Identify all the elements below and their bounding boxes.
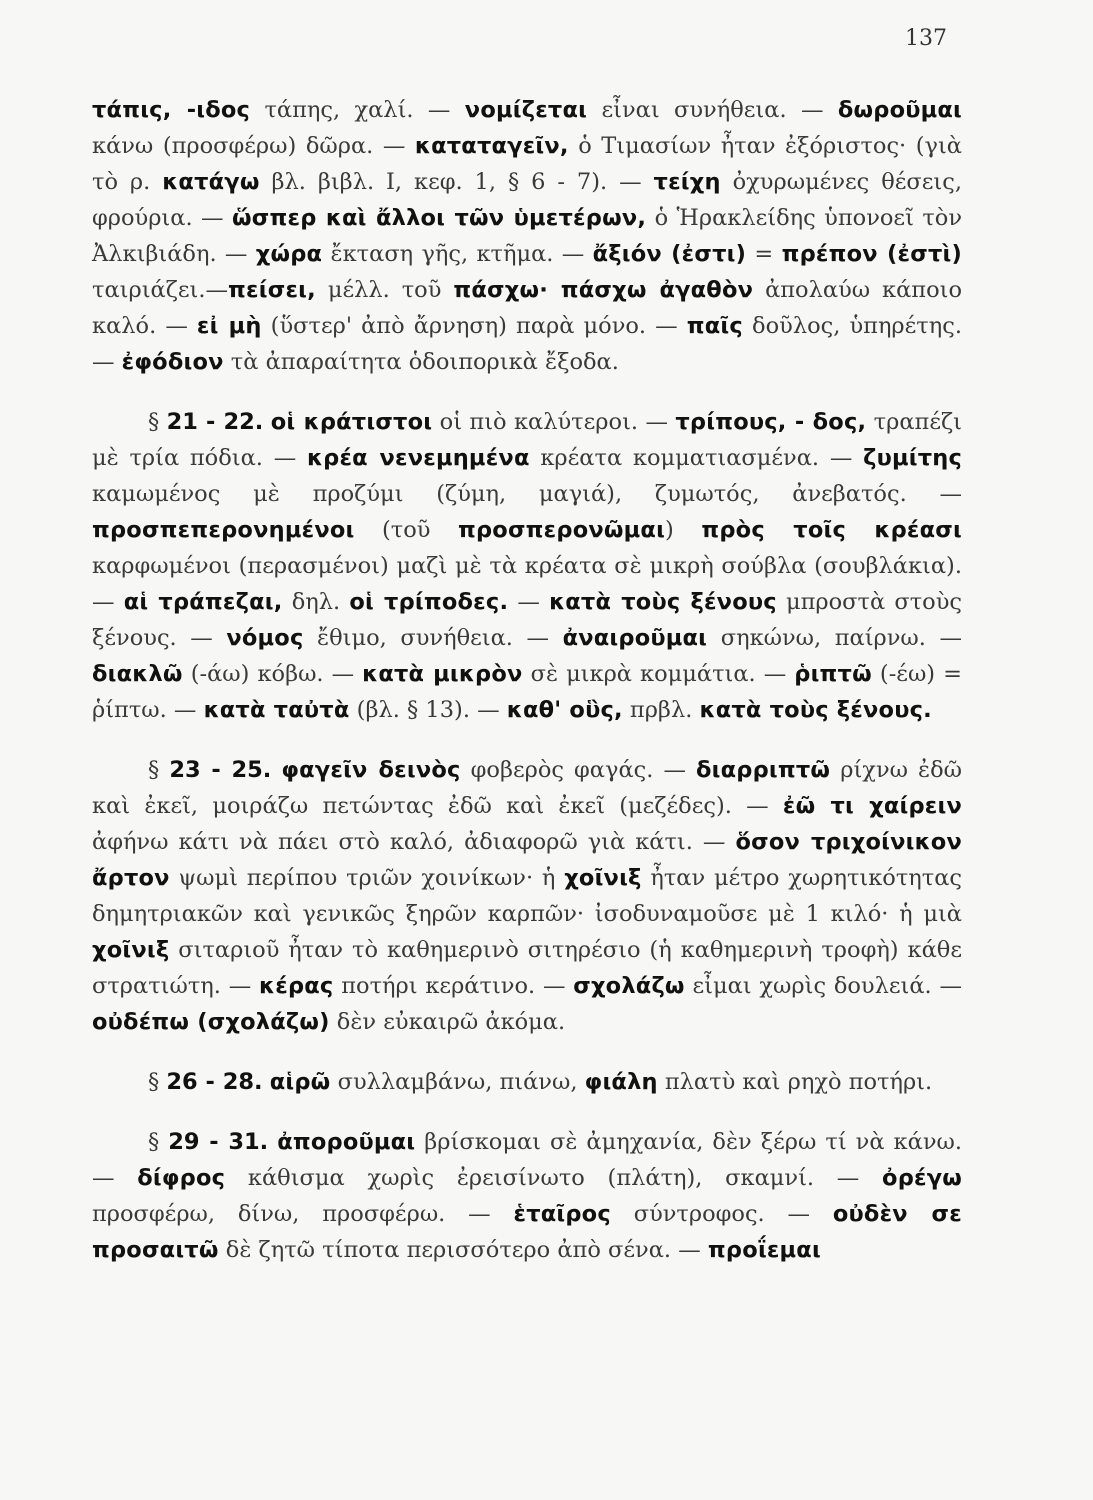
gloss-text: πρβλ.: [622, 697, 700, 723]
headword: πείσει,: [228, 277, 316, 303]
gloss-text: δὲ ζητῶ τίποτα περισσότερο ἀπὸ σένα. —: [218, 1237, 708, 1263]
glossary-paragraph: [92, 92, 962, 380]
gloss-text: ἀφήνω κάτι νὰ πάει στὸ καλό, ἀδιαφορῶ γιὰ κάτι. —: [92, 829, 736, 855]
headword: νομίζεται: [464, 97, 588, 123]
gloss-text: ἀπολαύω κάποιο καλό. —: [92, 277, 962, 339]
section-number: 26 - 28.: [166, 1069, 263, 1095]
gloss-text: πλατὺ καὶ ρηχὸ ποτήρι.: [657, 1069, 933, 1095]
gloss-text: τραπέζι μὲ τρία πόδια. —: [92, 409, 962, 471]
headword: κατάγω: [162, 169, 260, 195]
headword: ῥιπτῶ: [794, 661, 872, 687]
headword: οὐδὲν σε προσαιτῶ: [92, 1201, 962, 1263]
gloss-text: μπροστὰ στοὺς ξένους. —: [92, 589, 962, 651]
headword: ἀναιροῦμαι: [562, 625, 708, 651]
headword: ἐῶ τι χαίρειν: [782, 793, 962, 819]
gloss-text: (τοῦ: [354, 517, 458, 543]
gloss-text: μέλλ. τοῦ: [315, 277, 454, 303]
section-number: 23 - 25.: [169, 757, 272, 783]
section-number: 29 - 31.: [168, 1129, 269, 1155]
headword: οὐδέπω (σχολάζω): [92, 1009, 330, 1035]
headword: χοῖνιξ: [564, 865, 642, 891]
gloss-text: ταιριάζει.—: [92, 277, 229, 303]
page-number: 137: [905, 26, 947, 51]
gloss-text: ποτήρι κεράτινο. —: [333, 973, 574, 999]
gloss-text: §: [148, 757, 170, 783]
gloss-text: φοβερὸς φαγάς. —: [460, 757, 697, 783]
gloss-text: εἶναι συνήθεια. —: [587, 97, 838, 123]
gloss-text: [268, 1129, 277, 1155]
headword: κατὰ ταὐτὰ: [203, 697, 350, 723]
headword: προσπερονῶμαι: [458, 517, 666, 543]
gloss-text: (ὕστερ' ἀπὸ ἄρνηση) παρὰ μόνο. —: [261, 313, 687, 339]
headword: προΐεμαι: [707, 1237, 821, 1263]
gloss-text: βρίσκομαι σὲ ἀμηχανία, δὲν ξέρω τί νὰ κάνω. —: [92, 1129, 962, 1191]
gloss-text: καρφωμένοι (περασμένοι) μαζὶ μὲ τὰ κρέατα σὲ μικρὴ σούβλα (σουβλάκια). —: [92, 553, 962, 615]
headword: καθ' οὓς,: [506, 697, 623, 723]
gloss-text: τὰ ἀπαραίτητα ὁδοιπορικὰ ἔξοδα.: [223, 349, 619, 375]
gloss-text: —: [508, 589, 550, 615]
headword: φιάλη: [584, 1069, 658, 1095]
gloss-text: κρέατα κομματιασμένα. —: [529, 445, 864, 471]
section-number: 21 - 22.: [166, 409, 264, 435]
headword: κατὰ τοὺς ξένους.: [699, 697, 932, 723]
headword: τρίπους, - δος,: [675, 409, 867, 435]
headword: κατὰ τοὺς ξένους: [549, 589, 777, 615]
gloss-text: =: [746, 241, 782, 267]
headword: αἱ τράπεζαι,: [123, 589, 283, 615]
headword: τείχη: [653, 169, 721, 195]
headword: δίφρος: [137, 1165, 226, 1191]
gloss-text: (-έω) = ῥίπτω. —: [92, 661, 962, 723]
headword: πάσχω· πάσχω ἀγαθὸν: [453, 277, 754, 303]
headword: πρὸς τοῖς κρέασι: [701, 517, 962, 543]
headword: πρέπον (ἐστὶ): [781, 241, 962, 267]
gloss-text: κάνω (προσφέρω) δῶρα. —: [92, 133, 415, 159]
gloss-text: ): [665, 517, 702, 543]
headword: χώρα: [255, 241, 323, 267]
gloss-text: δὲν εὐκαιρῶ ἀκόμα.: [329, 1009, 566, 1035]
gloss-text: βλ. βιβλ. I, κεφ. 1, § 6 - 7). —: [259, 169, 654, 195]
glossary-paragraph: [92, 752, 962, 1040]
gloss-text: δηλ.: [282, 589, 350, 615]
headword: εἰ μὴ: [196, 313, 262, 339]
headword: οἱ τρίποδες.: [349, 589, 509, 615]
gloss-text: §: [148, 1129, 169, 1155]
headword: τάπις, -ιδος: [92, 97, 251, 123]
gloss-text: προσφέρω, δίνω, προσφέρω. —: [92, 1201, 514, 1227]
headword: δωροῦμαι: [837, 97, 962, 123]
glossary-text: [92, 92, 962, 1268]
gloss-text: ὁ Τιμασίων ἦταν ἐξόριστος· (γιὰ τὸ ρ.: [92, 133, 962, 195]
headword: ὅσον τριχοίνικον ἄρτον: [92, 829, 962, 891]
glossary-paragraph: [92, 404, 962, 728]
gloss-text: ἔθιμο, συνήθεια. —: [303, 625, 563, 651]
gloss-text: καμωμένος μὲ προζύμι (ζύμη, μαγιά), ζυμωτός, ἀνεβατός. —: [92, 481, 962, 507]
glossary-paragraph: [92, 1124, 962, 1268]
glossary-paragraph: [92, 1064, 962, 1100]
headword: παῖς: [686, 313, 743, 339]
headword: προσπεπερονημένοι: [92, 517, 355, 543]
headword: ἄξιόν (ἐστι): [592, 241, 747, 267]
gloss-text: ἔκταση γῆς, κτῆμα. —: [322, 241, 593, 267]
headword: ὥσπερ καὶ ἄλλοι τῶν ὑμετέρων,: [232, 205, 647, 231]
gloss-text: σύντροφος. —: [610, 1201, 833, 1227]
gloss-text: σὲ μικρὰ κομμάτια. —: [522, 661, 795, 687]
headword: ζυμίτης: [863, 445, 963, 471]
gloss-text: κάθισμα χωρὶς ἐρεισίνωτο (πλάτη), σκαμνί. —: [225, 1165, 883, 1191]
headword: φαγεῖν δεινὸς: [281, 757, 461, 783]
gloss-text: §: [148, 1069, 167, 1095]
gloss-text: (βλ. § 13). —: [349, 697, 507, 723]
headword: διαρριπτῶ: [696, 757, 831, 783]
gloss-text: §: [148, 409, 167, 435]
gloss-text: [263, 1069, 270, 1095]
gloss-text: [271, 757, 281, 783]
gloss-text: [263, 409, 270, 435]
headword: ἑταῖρος: [513, 1201, 611, 1227]
gloss-text: (-άω) κόβω. —: [182, 661, 363, 687]
headword: κατὰ μικρὸν: [362, 661, 523, 687]
gloss-text: ὀχυρωμένες θέσεις, φρούρια. —: [92, 169, 963, 231]
headword: χοῖνιξ: [92, 937, 170, 963]
headword: νόμος: [226, 625, 304, 651]
gloss-text: σιταριοῦ ἦταν τὸ καθημερινὸ σιτηρέσιο (ἡ καθημερινὴ τροφὴ) κάθε στρατιώτη. —: [92, 937, 962, 999]
gloss-text: σηκώνω, παίρνω. —: [707, 625, 962, 651]
headword: οἱ κράτιστοι: [270, 409, 433, 435]
headword: καταταγεῖν,: [414, 133, 569, 159]
headword: σχολάζω: [573, 973, 685, 999]
gloss-text: οἱ πιὸ καλύτεροι. —: [432, 409, 676, 435]
gloss-text: ἦταν μέτρο χωρητικότητας δημητριακῶν καὶ γενικῶς ξηρῶν καρπῶν· ἰσοδυναμοῦσε μὲ 1 κιλό· ἡ μιὰ: [92, 865, 962, 927]
gloss-text: εἶμαι χωρὶς δουλειά. —: [684, 973, 962, 999]
headword: κέρας: [259, 973, 334, 999]
gloss-text: δοῦλος, ὑπηρέτης. —: [92, 313, 962, 375]
headword: ὀρέγω: [882, 1165, 963, 1191]
headword: κρέα νενεμημένα: [306, 445, 530, 471]
gloss-text: ρίχνω ἐδῶ καὶ ἐκεῖ, μοιράζω πετώντας ἐδῶ καὶ ἐκεῖ (μεζέδες). —: [92, 757, 962, 819]
headword: ἐφόδιον: [121, 349, 224, 375]
gloss-text: ψωμὶ περίπου τριῶν χοινίκων· ἡ: [169, 865, 565, 891]
headword: ἀποροῦμαι: [277, 1129, 416, 1155]
gloss-text: ὁ Ἡρακλείδης ὑπονοεῖ τὸν Ἀλκιβιάδη. —: [92, 205, 963, 267]
gloss-text: τάπης, χαλί. —: [250, 97, 465, 123]
headword: αἱρῶ: [269, 1069, 331, 1095]
headword: διακλῶ: [92, 661, 183, 687]
gloss-text: συλλαμβάνω, πιάνω,: [330, 1069, 585, 1095]
